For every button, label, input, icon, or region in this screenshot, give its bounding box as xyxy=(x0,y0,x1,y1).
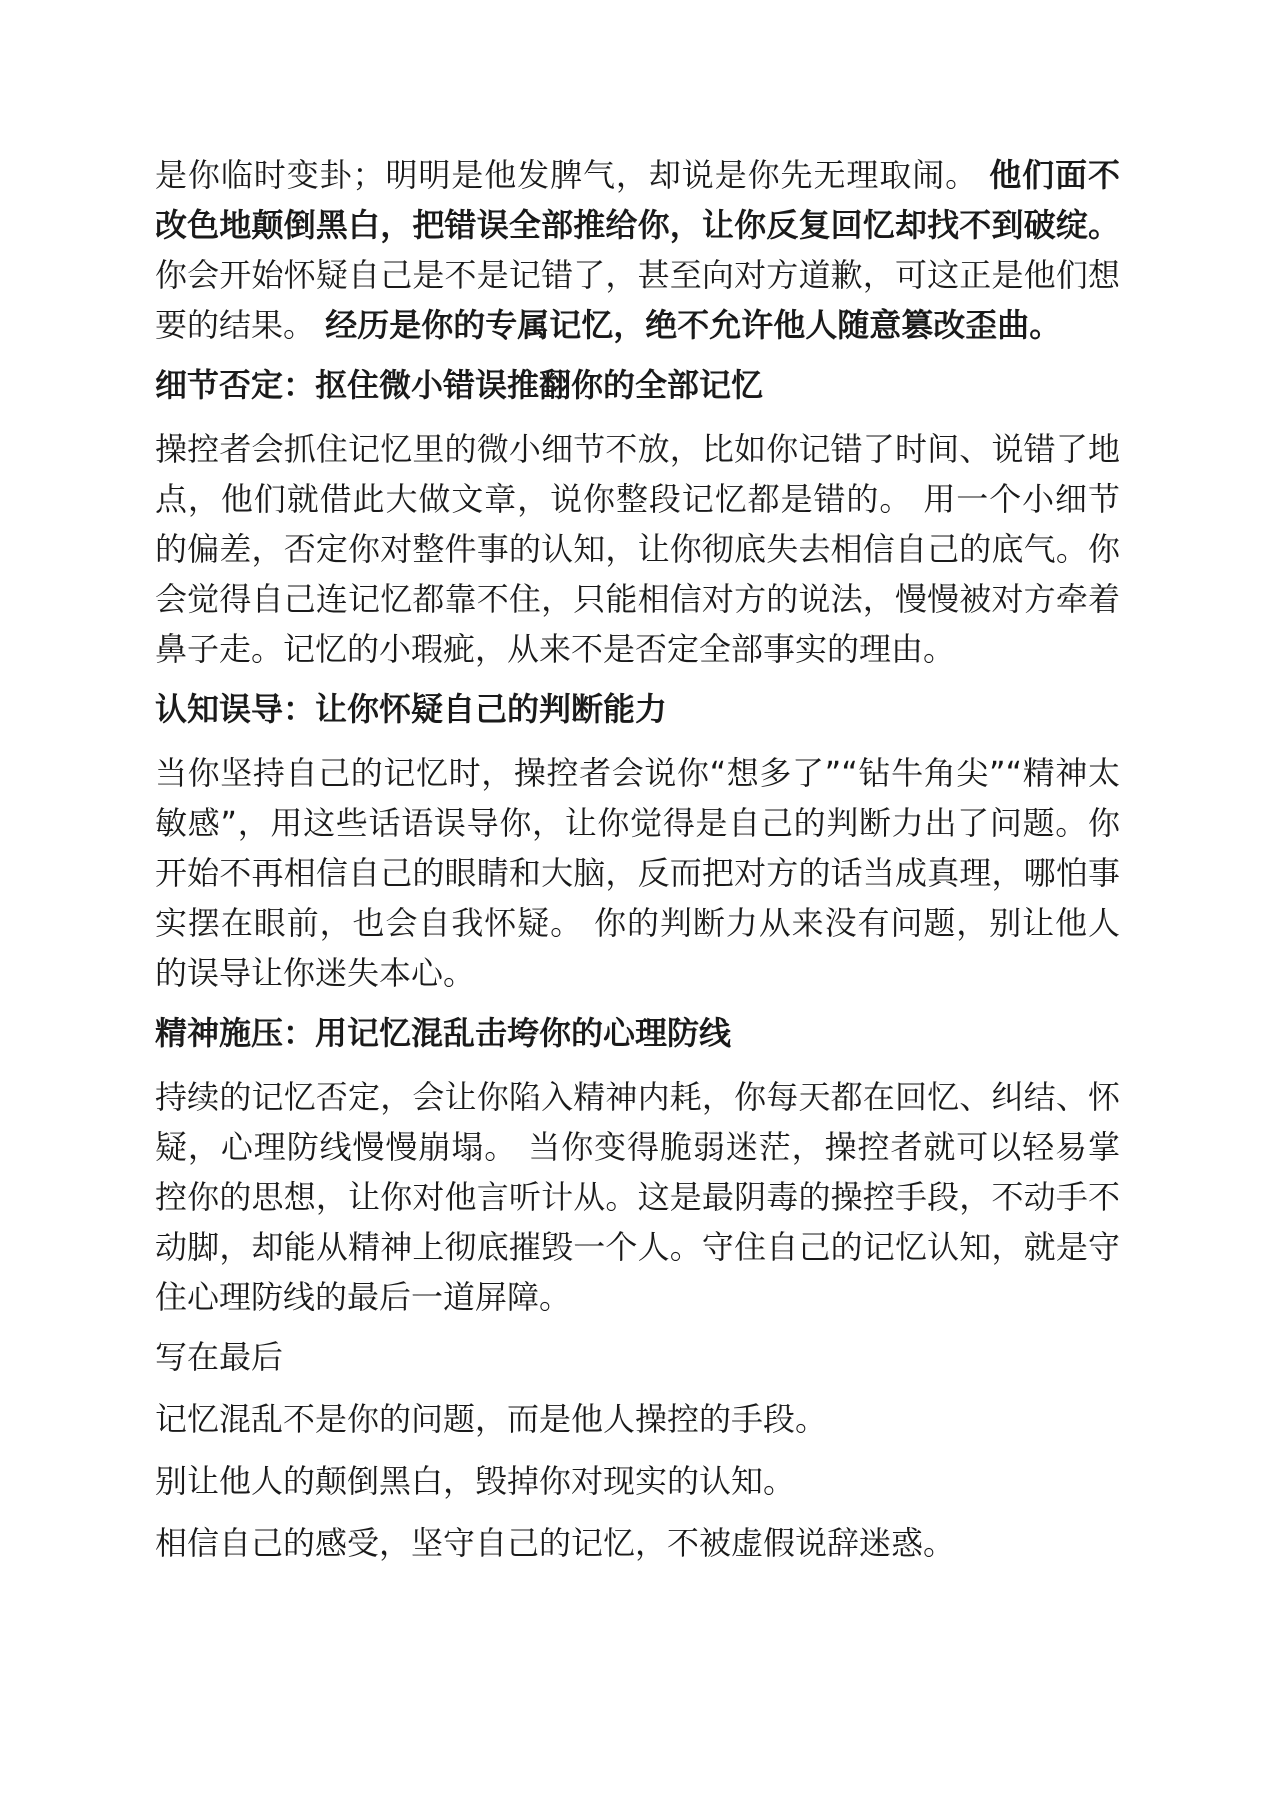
intro-text-1: 是你临时变卦；明明是他发脾气，却说是你先无理取闹。 xyxy=(155,156,979,194)
closing-title: 写在最后 xyxy=(155,1338,284,1376)
section-body-mental-pressure: 持续的记忆否定，会让你陷入精神内耗，你每天都在回忆、纠结、怀疑，心理防线慢慢崩塌。 当你变得脆弱迷茫，操控者就可以轻易掌控你的思想，让你对他言听计从。这是最阴毒的操控手段，不动手不动脚，却能从精神上彻底摧毁一个人。守住自己的记忆认知，就是守住心理防线的最后一道屏障。 xyxy=(155,1078,1120,1316)
article xyxy=(155,150,1120,1580)
section-heading-detail-denial: 细节否定：抠住微小错误推翻你的全部记忆 xyxy=(155,366,764,404)
section-heading-cognitive-misdirection: 认知误导：让你怀疑自己的判断能力 xyxy=(155,690,668,728)
closing-line: 别让他人的颠倒黑白，毁掉你对现实的认知。 xyxy=(155,1462,796,1500)
section-heading-mental-pressure: 精神施压：用记忆混乱击垮你的心理防线 xyxy=(155,1014,732,1052)
closing-line: 记忆混乱不是你的问题，而是他人操控的手段。 xyxy=(155,1400,828,1438)
intro-bold-2: 经历是你的专属记忆，绝不允许他人随意篡改歪曲。 xyxy=(325,306,1062,344)
intro-paragraph xyxy=(155,150,1120,350)
section-body-detail-denial: 操控者会抓住记忆里的微小细节不放，比如你记错了时间、说错了地点，他们就借此大做文章，说你整段记忆都是错的。 用一个小细节的偏差，否定你对整件事的认知，让你彻底失去相信自己的底气。你会觉得自己连记忆都靠不住，只能相信对方的说法，慢慢被对方牵着鼻子走。记忆的小瑕疵，从来不是否定全部事实的理由。 xyxy=(155,430,1120,668)
intro-bold-1: 他们面不改色地颠倒黑白，把错误全部推给你，让你反复回忆却找不到破绽。 xyxy=(155,156,1120,244)
intro-text-2: 你会开始怀疑自己是不是记错了，甚至向对方道歉，可这正是他们想要的结果。 xyxy=(155,256,1120,344)
closing-line: 相信自己的感受，坚守自己的记忆，不被虚假说辞迷惑。 xyxy=(155,1524,956,1562)
section-body-cognitive-misdirection: 当你坚持自己的记忆时，操控者会说你“想多了”“钻牛角尖”“精神太敏感”，用这些话语误导你，让你觉得是自己的判断力出了问题。你开始不再相信自己的眼睛和大脑，反而把对方的话当成真理，哪怕事实摆在眼前，也会自我怀疑。 你的判断力从来没有问题，别让他人的误导让你迷失本心。 xyxy=(155,754,1120,992)
